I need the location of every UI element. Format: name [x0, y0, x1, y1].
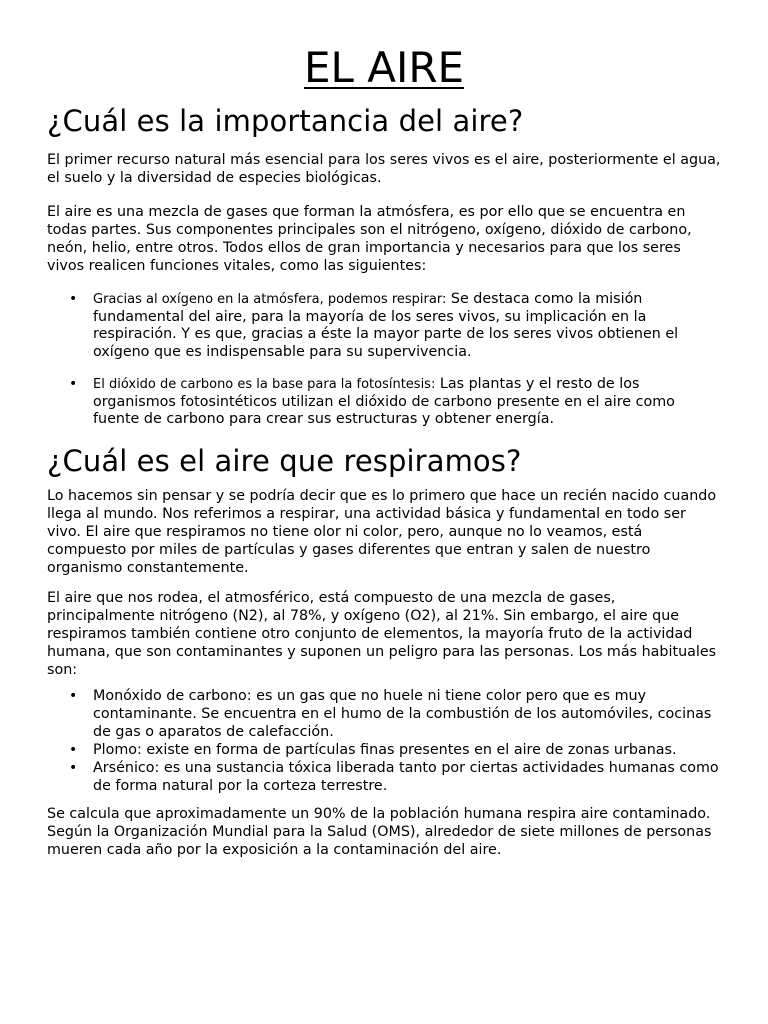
list-item-lead: Gracias al oxígeno en la atmósfera, podemos respirar:: [93, 292, 447, 307]
paragraph-contaminacion: Se calcula que aproximadamente un 90% de la población humana respira aire contaminado. Según la Organización Mundial para la Salud (OMS), alrededor de siete millones de personas mueren cada año por la exposición a la contaminación del aire.: [47, 805, 712, 858]
list-item-text: Arsénico: es una sustancia tóxica liberada tanto por ciertas actividades humanas como de forma natural por la corteza terrestre.: [93, 759, 719, 794]
paragraph-composicion: El aire que nos rodea, el atmosférico, está compuesto de una mezcla de gases, principalmente nitrógeno (N2), al 78%, y oxígeno (O2), al 21%. Sin embargo, el aire que respiramos también contiene otro conjunto de elementos, la mayoría fruto de la actividad humana, que son contaminantes y suponen un peligro para las personas. Los más habituales son:: [47, 589, 717, 678]
list-item-text: Monóxido de carbono: es un gas que no huele ni tiene color pero que es muy contaminante. Se encuentra en el humo de la combustión de los automóviles, cocinas de gas o aparatos de calefacción.: [93, 687, 712, 740]
list-item-text: Se destaca como la misión fundamental del aire, para la mayoría de los seres vivos, su implicación en la respiración. Y es que, gracias a éste la mayor parte de los seres vivos obtienen el oxígeno que es indispensable para su supervivencia.: [93, 291, 679, 360]
bullet-icon: •: [69, 741, 78, 758]
functions-list: [47, 291, 721, 429]
bullet-icon: •: [69, 376, 78, 392]
list-item-lead: El dióxido de carbono es la base para la fotosíntesis:: [93, 377, 436, 392]
pollutants-list: [47, 687, 721, 795]
list-item: [47, 376, 721, 429]
bullet-icon: •: [69, 291, 78, 307]
document-title: EL AIRE: [303, 43, 465, 92]
section-heading-importancia: ¿Cuál es la importancia del aire?: [47, 104, 524, 138]
paragraph-respirar: Lo hacemos sin pensar y se podría decir que es lo primero que hace un recién nacido cuando llega al mundo. Nos referimos a respirar, una actividad básica y fundamental en todo ser vivo. El aire que respiramos no tiene olor ni color, pero, aunque no lo veamos, está compuesto por miles de partículas y gases diferentes que entran y salen de nuestro organismo constantemente.: [47, 487, 717, 576]
list-item-text: Las plantas y el resto de los organismos fotosintéticos utilizan el dióxido de carbono presente en el aire como fuente de carbono para crear sus estructuras y obtener energía.: [93, 376, 675, 427]
list-item-text: Plomo: existe en forma de partículas finas presentes en el aire de zonas urbanas.: [93, 741, 677, 758]
list-item: [47, 741, 721, 759]
paragraph-intro: El primer recurso natural más esencial para los seres vivos es el aire, posteriormente el agua, el suelo y la diversidad de especies biológicas.: [47, 152, 721, 186]
list-item: [47, 759, 721, 795]
bullet-icon: •: [69, 687, 78, 704]
bullet-icon: •: [69, 759, 78, 776]
section-heading-respiramos: ¿Cuál es el aire que respiramos?: [47, 443, 522, 478]
paragraph-mezcla-gases: El aire es una mezcla de gases que forman la atmósfera, es por ello que se encuentra en todas partes. Sus componentes principales son el nitrógeno, oxígeno, dióxido de carbono, neón, helio, entre otros. Todos ellos de gran importancia y necesarios para que los seres vivos realicen funciones vitales, como las siguientes:: [47, 204, 692, 274]
list-item: [47, 291, 721, 361]
list-item: [47, 687, 721, 741]
